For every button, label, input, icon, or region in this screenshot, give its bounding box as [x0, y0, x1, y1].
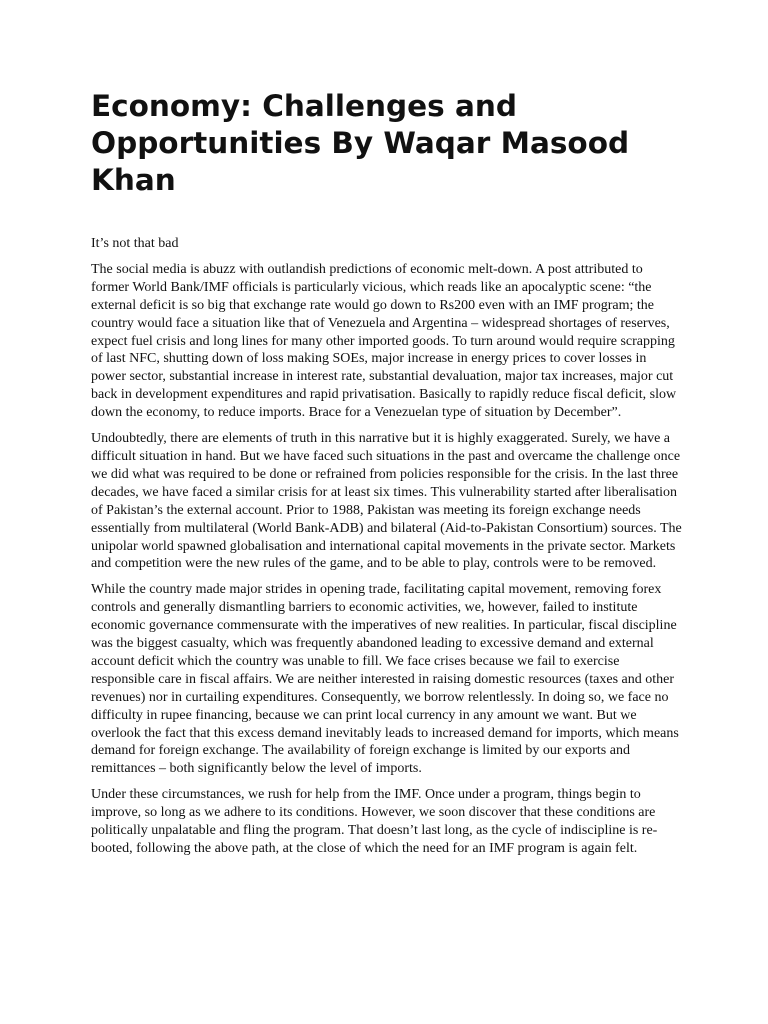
document-page [91, 88, 683, 858]
paragraph-2: Undoubtedly, there are elements of truth in this narrative but it is highly exaggerated. Surely, we have a difficult situation in hand. But we have faced such situations in the past and overcame the challenge once we did what was required to be done or refrained from policies responsible for the crisis. In the last three decades, we have faced a similar crisis for at least six times. This vulnerability started after liberalisation of Pakistan’s the external account. Prior to 1988, Pakistan was meeting its foreign exchange needs essentially from multilateral (World Bank-ADB) and bilateral (Aid-to-Pakistan Consortium) sources. The unipolar world spawned globalisation and international capital movements in the private sector. Markets and competition were the new rules of the game, and to be able to play, controls were to be removed. [91, 431, 682, 572]
paragraph-4: Under these circumstances, we rush for help from the IMF. Once under a program, things begin to improve, so long as we adhere to its conditions. However, we soon discover that these conditions are politically unpalatable and fling the program. That doesn’t last long, as the cycle of indiscipline is re-booted, following the above path, at the close of which the need for an IMF program is again felt. [91, 787, 658, 856]
page-title: Economy: Challenges and Opportunities By Waqar Masood Khan [91, 89, 630, 197]
article-subtitle: It’s not that bad [91, 236, 179, 251]
paragraph-1: The social media is abuzz with outlandish predictions of economic melt-down. A post attributed to former World Bank/IMF officials is particularly vicious, which reads like an apocalyptic scene: “the external deficit is so big that exchange rate would go down to Rs200 even with an IMF program; the country would face a situation like that of Venezuela and Argentina – widespread shortages of reserves, expect fuel crisis and long lines for many other imported goods. To turn around would require scrapping of last NFC, shutting down of loss making SOEs, major increase in energy prices to cover losses in power sector, substantial increase in interest rate, substantial devaluation, major tax increases, major cut back in development expenditures and rapid privatisation. Basically to rapidly reduce fiscal deficit, slow down the economy, to reduce imports. Brace for a Venezuelan type of situation by December”. [91, 261, 677, 421]
paragraph-3: While the country made major strides in opening trade, facilitating capital movement, removing forex controls and generally dismantling barriers to economic activities, we, however, failed to institute economic governance commensurate with the imperatives of new realities. In particular, fiscal discipline was the biggest casualty, which was frequently abandoned leading to excessive demand and external account deficit which the country was unable to fill. We face crises because we fail to exercise responsible care in fiscal affairs. We are neither interested in raising domestic resources (taxes and other revenues) nor in curtailing expenditures. Consequently, we borrow relentlessly. In doing so, we face no difficulty in rupee financing, because we can print local currency in any amount we want. But we overlook the fact that this excess demand inevitably leads to increased demand for imports, which means demand for foreign exchange. The availability of foreign exchange is limited by our exports and remittances – both significantly below the level of imports. [91, 582, 679, 777]
